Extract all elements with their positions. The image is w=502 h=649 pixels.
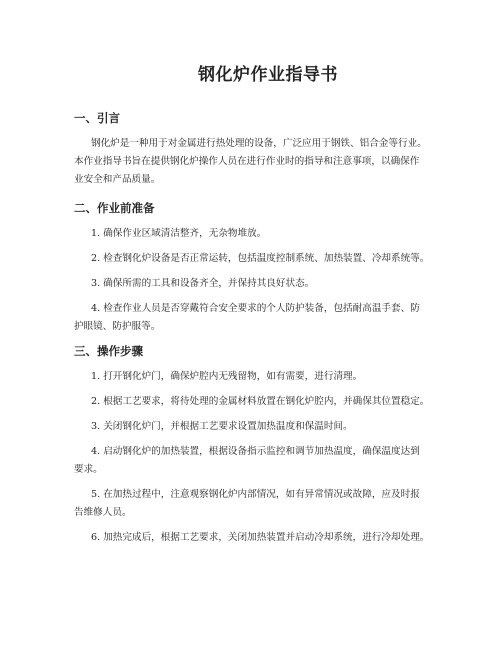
- section-heading: 三、操作步骤: [74, 344, 143, 358]
- section-preparation: [74, 200, 462, 336]
- item-line: 2. 根据工艺要求，将待处理的金属材料放置在钢化炉腔内，并确保其位置稳定。: [91, 396, 430, 407]
- paragraph-line: 钢化炉是一种用于对金属进行热处理的设备，广泛应用于钢铁、铝合金等行业。: [91, 138, 427, 149]
- item-line: 2. 检查钢化炉设备是否正常运转，包括温度控制系统、加热装置、冷却系统等。: [91, 253, 430, 264]
- item-line: 3. 关闭钢化炉门，并根据工艺要求设置加热温度和保温时间。: [91, 421, 353, 432]
- list-item: [74, 300, 462, 336]
- intro-paragraph: [74, 135, 462, 189]
- section-heading: 二、作业前准备: [74, 201, 155, 215]
- paragraph-line: 本作业指导书旨在提供钢化炉操作人员在进行作业时的指导和注意事项，以确保作: [74, 156, 420, 167]
- list-item: [74, 418, 462, 436]
- item-line: 告维修人员。: [74, 507, 132, 518]
- item-line: 4. 启动钢化炉的加热装置，根据设备指示监控和调节加热温度，确保温度达到: [91, 446, 420, 457]
- item-line: 5. 在加热过程中，注意观察钢化炉内部情况，如有异常情况或故障，应及时报: [91, 489, 420, 500]
- item-line: 6. 加热完成后，根据工艺要求，关闭加热装置并启动冷却系统，进行冷却处理。: [91, 532, 430, 543]
- list-item: [74, 275, 462, 293]
- item-line: 要求。: [74, 464, 103, 475]
- item-line: 3. 确保所需的工具和设备齐全，并保持其良好状态。: [91, 278, 315, 289]
- section-operation-steps: [74, 343, 462, 547]
- item-line: 4. 检查作业人员是否穿戴符合安全要求的个人防护装备，包括耐高温手套、防: [91, 303, 420, 314]
- list-item: [74, 529, 462, 547]
- list-item: [74, 393, 462, 411]
- list-item: [74, 486, 462, 522]
- item-line: 护眼镜、防护服等。: [74, 321, 161, 332]
- section-heading: 一、引言: [74, 111, 120, 125]
- list-item: [74, 368, 462, 386]
- list-item: [74, 225, 462, 243]
- list-item: [74, 443, 462, 479]
- paragraph-line: 业安全和产品质量。: [74, 174, 161, 185]
- document-title: 钢化炉作业指导书: [198, 65, 338, 85]
- item-line: 1. 确保作业区域清洁整齐，无杂物堆放。: [91, 228, 267, 239]
- list-item: [74, 250, 462, 268]
- item-line: 1. 打开钢化炉门，确保炉腔内无残留物，如有需要，进行清理。: [91, 371, 363, 382]
- section-introduction: [74, 110, 462, 189]
